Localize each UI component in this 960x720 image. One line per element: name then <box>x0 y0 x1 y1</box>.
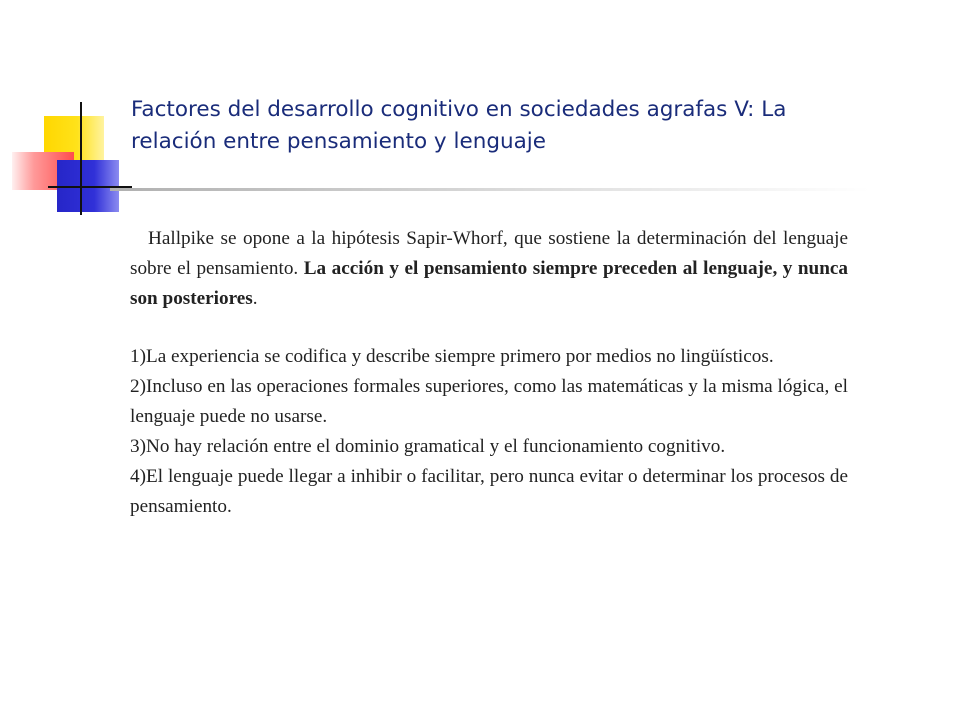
list-item-2: 2)Incluso en las operaciones formales superiores, como las matemáticas y la misma lógica, el lenguaje puede no usarse. <box>130 376 848 427</box>
slide-body <box>130 224 848 522</box>
list-item-3: 3)No hay relación entre el dominio gramatical y el funcionamiento cognitivo. <box>130 436 726 457</box>
intro-text: Hallpike se opone a la hipótesis Sapir-Whorf, que sostiene la determinación del lenguaje sobre el pensamiento. <box>130 228 848 279</box>
intro-paragraph <box>130 224 848 314</box>
slide-title: Factores del desarrollo cognitivo en sociedades agrafas V: La relación entre pensamiento y lenguaje <box>131 97 787 154</box>
list-item-1: 1)La experiencia se codifica y describe siempre primero por medios no lingüísticos. <box>130 346 774 367</box>
list-item-4: 4)El lenguaje puede llegar a inhibir o facilitar, pero nunca evitar o determinar los procesos de pensamiento. <box>130 466 848 517</box>
vertical-line <box>80 102 82 215</box>
intro-bold-text: La acción y el pensamiento siempre preceden al lenguaje, y nunca son posteriores <box>130 258 848 309</box>
intro-end-text: . <box>252 288 258 309</box>
title-divider <box>110 188 870 191</box>
